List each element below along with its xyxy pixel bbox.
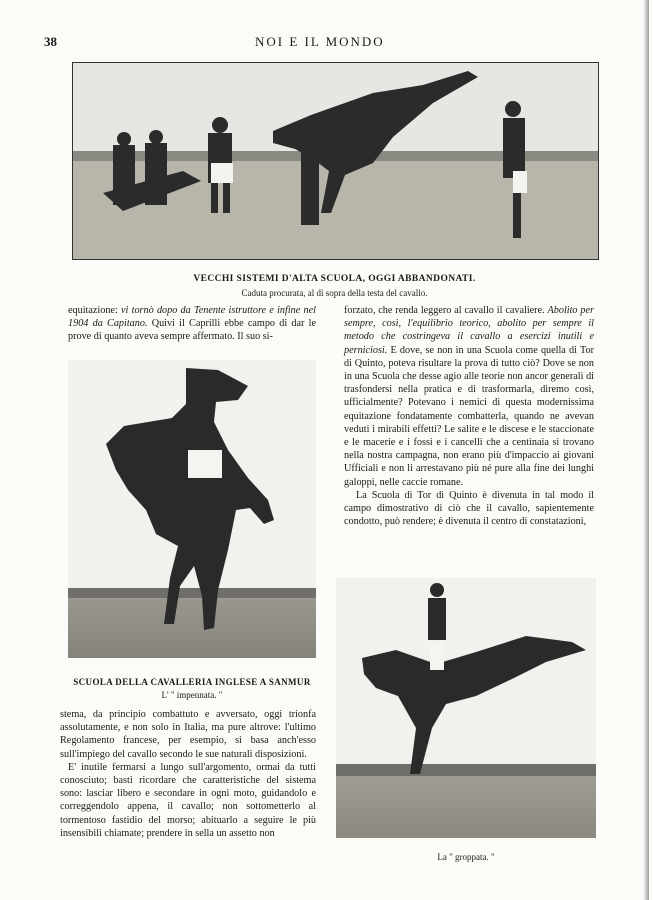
paragraph	[68, 304, 316, 344]
text-run: forzato, che renda leggero al cavallo il cavaliere.	[344, 305, 548, 316]
figure-left-title: SCUOLA DELLA CAVALLERIA INGLESE A SANMUR	[73, 677, 311, 687]
paragraph: La Scuola di Tor di Quinto è divenuta in tal modo il campo dimostrativo di ciò che il cavallo, sapientemente condotto, può rendere; è divenuta il centro di constatazioni,	[344, 489, 594, 528]
text-run: equitazione:	[68, 305, 122, 316]
paragraph: E' inutile fermarsi a lungo sull'argomento, ormai da tutti conosciuto; basti ricordare che caratteristiche del sistema sono: lasciar libero e secondare in ogni moto, guidandolo e correggendolo appena, il cavallo; non sottometterlo al tormentoso fastidio del morso; abituarlo a seguire le più insensibili chiamate; prendere in sella un assetto non	[60, 761, 316, 839]
text-run: Quivi il Caprilli ebbe campo di dar le prove di quanto aveva sempre affermato. Il suo si-	[68, 318, 316, 343]
left-column-text-bottom	[60, 708, 316, 840]
photo-top-illustration	[73, 63, 598, 259]
photo-right-illustration	[336, 578, 596, 838]
text-run: E dove, se non in una Scuola come quella di Tor di Quinto, poteva risultare la prova di tutto ciò? Dove se non in una Scuola che desse agio alle teorie non ancor generali di trasfondersi nella pratica e di trasformarla, diremo così, ufficialmente? Potevano i nemici di questa modernissima equitazione fondatamente combatterla, quando ne avevan veduti i mirabili effetti? Le salite e le discese e le staccionate e le macerie e i fossi e i cancelli che a centinaia si trovano nella nostra campagna, non erano più d'impaccio ai giovani Ufficiali e non li arrestavano più né pure alla fine dei lunghi galoppi, nelle caccie romane.	[344, 344, 594, 488]
page-edge-shadow	[643, 0, 649, 900]
left-column-text-top	[68, 304, 316, 344]
text-run-italic: vi tornò dopo da Tenente istruttore e infine nel 1904 da Capitano.	[68, 305, 316, 330]
right-column-text	[344, 304, 594, 528]
photo-right-bucking-horse	[336, 578, 596, 838]
page-number: 38	[44, 34, 57, 49]
photo-left-illustration	[68, 360, 316, 658]
photo-top-riders-falling	[72, 62, 599, 260]
figure-top-title: VECCHI SISTEMI D'ALTA SCUOLA, OGGI ABBANDONATI.	[193, 274, 476, 284]
text-run-italic: Abolito per sempre, così, l'equilibrio teorico, abolito per sempre il metodo che costringeva il cavallo a esercizi inutili e perniciosi.	[344, 305, 594, 356]
figure-top-subtitle: Caduta procurata, al di sopra della testa del cavallo.	[241, 288, 428, 298]
running-title: NOI E IL MONDO	[255, 34, 385, 49]
figure-left-subtitle: L' " impennata. "	[161, 690, 223, 700]
paragraph: stema, da principio combattuto e avversato, oggi trionfa assolutamente, e non solo in Italia, ma pure altrove: l'ultimo Regolamento francese, per esempio, si basa anch'esso sull'impiego del cavallo secondo le sue naturali disposizioni.	[60, 709, 316, 760]
paragraph	[344, 304, 594, 489]
photo-left-rearing-horse	[68, 360, 316, 658]
figure-right-subtitle: La " groppata. "	[437, 852, 495, 862]
